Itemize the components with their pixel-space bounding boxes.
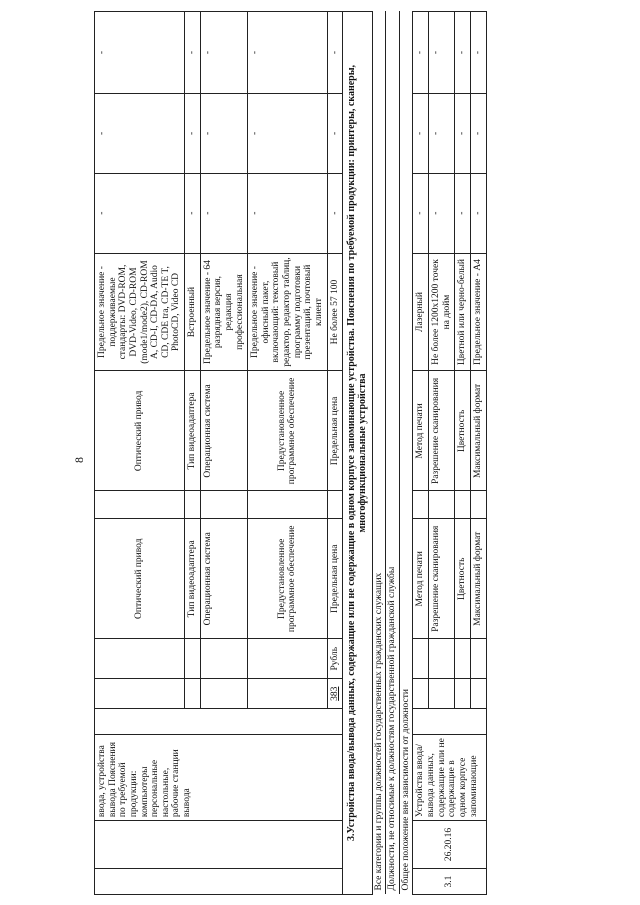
note-row: Должности, не относимые к должностям государственной гражданской службы [386, 12, 400, 895]
okei-code: 383 [327, 679, 343, 709]
section-header-row [343, 12, 372, 895]
table-row: 3.1 26.20.16 Устройства ввода/вывода данных, содержащие или не содержащие в одном корпусе запоминающие Метод печати Метод печати Лазерный - - - [413, 12, 429, 895]
requirements-table [94, 11, 487, 895]
note-row: Все категории и группы должностей государственных гражданских служащих [372, 12, 386, 895]
unit-name: Рубль [327, 639, 343, 679]
item-number: 3.1 [413, 869, 486, 895]
section-title: 3.Устройства ввода/вывода данных, содержащие или не содержащие в одном корпусе запоминающие устройства. Пояснения по требуемой продукции: принтеры, сканеры, многофункциональные устройства [343, 12, 372, 895]
okpd-code: 26.20.16 [413, 821, 486, 869]
product-name-cell: ввода, устройства вывода Пояснения по требуемой продукции: компьютеры персональные настольные, рабочие станции вывода [95, 735, 343, 821]
table-row: Максимальный формат Максимальный формат Предельное значение - А4 - - - [470, 12, 486, 895]
table-row: Тип видеоадаптера Тип видеоадаптера Встроенный - - - [185, 12, 201, 895]
product-name-cell: Устройства ввода/вывода данных, содержащие или не содержащие в одном корпусе запоминающие [413, 735, 486, 821]
table-row: Разрешение сканирования Разрешение сканирования Не более 1200x1200 точек на дюйм - - - [429, 12, 455, 895]
table-row: Цветность Цветность Цветной или черно-белый - - - [455, 12, 471, 895]
table-row: ввода, устройства вывода Пояснения по требуемой продукции: компьютеры персональные настольные, рабочие станции вывода Оптический привод Оптический привод Предельное значение - поддерживаемые стандарты: DVD-ROM, DVD-Video, CD-ROM (mode1/mode2), CD-ROM А, CD-I, CD-DA, Audio CD, CDE tra, CD-TE T, PhotoCD, Video CD - - - [95, 12, 185, 895]
table-row: 383 Рубль Предельная цена Предельная цена Не более 57 100 - - - [327, 12, 343, 895]
page-number: 8 [72, 457, 86, 463]
note-row: Общее положение вне зависимости от должности [399, 12, 413, 895]
table-row: Операционная система Операционная система Предельное значение - 64 разрядная версия, редакция профессиональная - - - [200, 12, 248, 895]
table-row: Предустановленное программное обеспечение Предустановленное программное обеспечение Предельное значение - офисный пакет, включающий: текстовый редактор, редактор таблиц, программу подготовки презентаций, почтовый клиент - - - [248, 12, 327, 895]
